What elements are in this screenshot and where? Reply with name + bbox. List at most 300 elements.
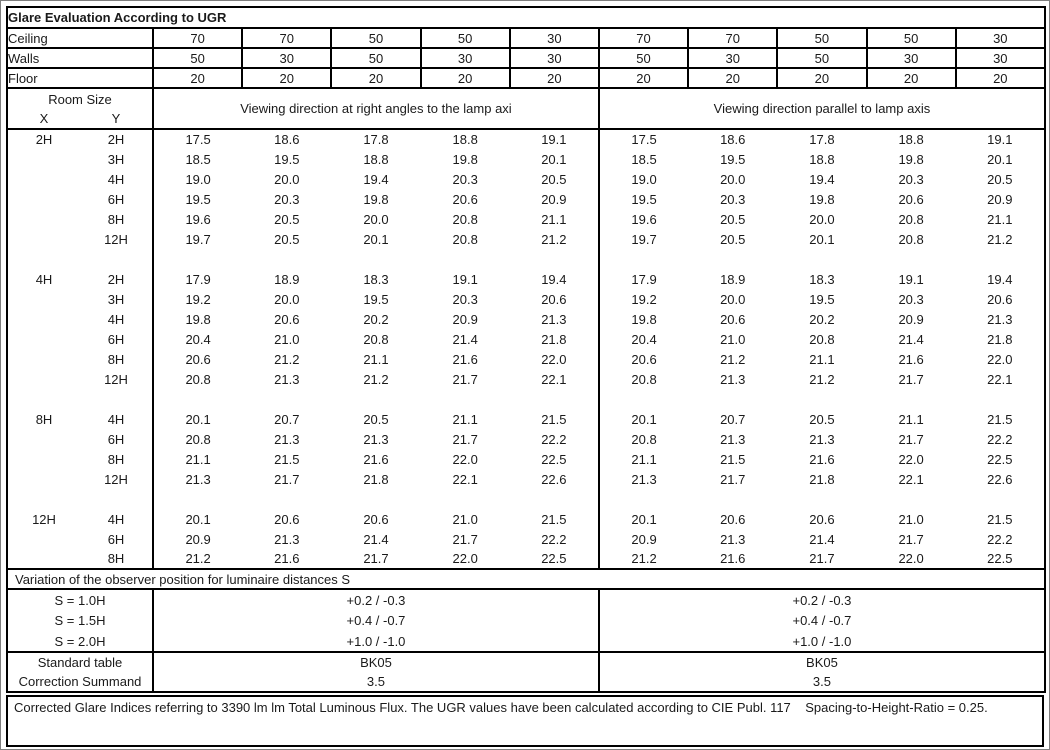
ugr-row <box>7 289 1045 309</box>
surface-value: 30 <box>421 48 510 68</box>
ugr-value: 20.1 <box>510 149 599 169</box>
footer-note: Corrected Glare Indices referring to 3390 lm lm Total Luminous Flux. The UGR values have been calculated according to CIE Publ. 117 Spacing-to-Height-Ratio = 0.25. <box>6 695 1044 747</box>
ugr-value: 20.8 <box>452 231 478 247</box>
ugr-value: 19.5 <box>363 291 389 307</box>
room-y-value: 8H <box>80 549 153 569</box>
spacer-row <box>7 489 1045 509</box>
ugr-value: 21.3 <box>631 471 657 487</box>
ugr-value: 20.0 <box>720 291 746 307</box>
ugr-row <box>7 549 1045 569</box>
empty-cell <box>153 489 242 509</box>
ugr-value: 21.5 <box>987 511 1013 527</box>
room-x-value: 2H <box>35 132 53 147</box>
ugr-value: 21.3 <box>809 431 835 447</box>
ugr-value: 18.8 <box>363 151 389 167</box>
surface-value: 20 <box>153 68 242 88</box>
summary-value-left: 3.5 <box>153 672 599 692</box>
variation-value-left: +1.0 / -1.0 <box>153 631 599 652</box>
ugr-value: 17.5 <box>185 132 211 147</box>
ugr-value: 20.8 <box>185 431 211 447</box>
ugr-value: 22.1 <box>898 471 924 487</box>
variation-row <box>7 610 1045 631</box>
empty-cell <box>80 249 153 269</box>
variation-value-right: +0.2 / -0.3 <box>792 592 852 608</box>
room-y-value: 4H <box>80 309 153 329</box>
ugr-value: 20.5 <box>274 211 300 227</box>
ugr-value: 21.8 <box>363 471 389 487</box>
room-x-value <box>7 369 80 389</box>
ugr-value: 21.6 <box>720 551 746 566</box>
ugr-value: 22.2 <box>510 429 599 449</box>
empty-cell <box>7 389 80 409</box>
ugr-value: 20.5 <box>274 231 300 247</box>
ugr-value: 19.4 <box>510 269 599 289</box>
ugr-value: 21.2 <box>274 351 300 367</box>
room-x-value: 8H <box>35 411 53 427</box>
empty-cell <box>599 489 688 509</box>
ugr-value: 20.4 <box>185 331 211 347</box>
room-size-label: Room Size <box>48 91 112 107</box>
room-x-value <box>7 429 80 449</box>
ugr-value: 17.9 <box>631 271 657 287</box>
ugr-value: 19.1 <box>898 271 924 287</box>
room-x-value: 4H <box>35 271 53 287</box>
ugr-value: 20.3 <box>452 171 478 187</box>
empty-cell <box>421 249 510 269</box>
room-y-value: 4H <box>80 169 153 189</box>
ugr-value: 18.3 <box>809 271 835 287</box>
ugr-value: 22.0 <box>452 551 478 566</box>
empty-cell <box>867 389 956 409</box>
variation-value-right: +0.4 / -0.7 <box>792 613 852 628</box>
ugr-value: 20.3 <box>452 291 478 307</box>
ugr-value: 20.0 <box>274 171 300 187</box>
surface-value: 30 <box>510 48 599 68</box>
ugr-value: 20.6 <box>720 511 746 527</box>
ugr-value: 20.1 <box>363 231 389 247</box>
ugr-value: 20.8 <box>631 431 657 447</box>
ugr-value: 21.3 <box>185 471 211 487</box>
ugr-value: 20.8 <box>898 231 924 247</box>
ugr-value: 19.1 <box>510 129 599 149</box>
room-y-value: 12H <box>80 229 153 249</box>
ugr-value: 19.8 <box>363 191 389 207</box>
empty-cell <box>242 489 331 509</box>
room-y-value: 8H <box>80 209 153 229</box>
surface-value: 70 <box>688 28 777 48</box>
variation-distance-label: S = 1.0H <box>7 589 153 610</box>
ugr-value: 21.6 <box>363 451 389 467</box>
room-y-value: 8H <box>80 349 153 369</box>
ugr-value: 20.6 <box>720 311 746 327</box>
ugr-value: 18.5 <box>185 151 211 167</box>
ugr-value: 20.6 <box>274 511 300 527</box>
ugr-value: 19.6 <box>185 211 211 227</box>
ugr-value: 21.8 <box>987 331 1013 347</box>
surface-value: 20 <box>599 68 688 88</box>
room-x-value: 12H <box>32 511 56 527</box>
summary-value-right: 3.5 <box>812 674 831 689</box>
ugr-value: 20.0 <box>809 211 835 227</box>
empty-cell <box>956 489 1045 509</box>
room-y-value: 4H <box>80 509 153 529</box>
ugr-value: 21.3 <box>987 311 1013 327</box>
ugr-table <box>6 6 1046 693</box>
ugr-value: 19.5 <box>274 151 300 167</box>
surface-value: 20 <box>867 68 956 88</box>
room-x-value <box>7 549 80 569</box>
ugr-value: 21.5 <box>274 451 300 467</box>
ugr-value: 20.6 <box>631 351 657 367</box>
ugr-row <box>7 529 1045 549</box>
room-y-value: 2H <box>80 129 153 149</box>
surface-label: Floor <box>7 68 153 88</box>
ugr-value: 20.8 <box>809 331 835 347</box>
ugr-value: 17.8 <box>809 132 835 147</box>
empty-cell <box>331 489 420 509</box>
spacer-row <box>7 249 1045 269</box>
ugr-row <box>7 189 1045 209</box>
ugr-value: 20.1 <box>185 511 211 527</box>
ugr-value: 20.4 <box>631 331 657 347</box>
ugr-row <box>7 509 1045 529</box>
surface-value: 20 <box>956 68 1045 88</box>
ugr-value: 21.5 <box>720 451 746 467</box>
ugr-value: 21.1 <box>363 351 389 367</box>
ugr-value: 21.3 <box>720 371 746 387</box>
viewing-direction-right-header: Viewing direction parallel to lamp axis <box>599 88 1045 129</box>
empty-cell <box>510 489 599 509</box>
empty-cell <box>80 389 153 409</box>
ugr-value: 19.2 <box>185 291 211 307</box>
ugr-value: 22.5 <box>510 449 599 469</box>
ugr-value: 20.8 <box>185 371 211 387</box>
summary-row-standard-table <box>7 652 1045 672</box>
surface-value: 50 <box>867 28 956 48</box>
ugr-value: 20.2 <box>363 311 389 327</box>
ugr-value: 21.3 <box>274 531 300 547</box>
ugr-value: 21.1 <box>809 351 835 367</box>
room-y-value: 12H <box>80 469 153 489</box>
ugr-value: 21.5 <box>987 411 1013 427</box>
ugr-value: 21.2 <box>363 371 389 387</box>
surface-value: 20 <box>510 68 599 88</box>
empty-cell <box>867 489 956 509</box>
surface-value: 50 <box>599 48 688 68</box>
room-y-value: 6H <box>80 529 153 549</box>
spacer-row <box>7 389 1045 409</box>
room-x-value <box>7 329 80 349</box>
ugr-value: 22.2 <box>510 529 599 549</box>
ugr-value: 19.7 <box>185 231 211 247</box>
ugr-value: 21.7 <box>452 371 478 387</box>
summary-label: Correction Summand <box>7 672 153 692</box>
ugr-value: 20.8 <box>631 371 657 387</box>
ugr-value: 20.5 <box>720 211 746 227</box>
variation-value-left: +0.2 / -0.3 <box>153 589 599 610</box>
ugr-value: 22.5 <box>987 451 1013 467</box>
ugr-value: 21.2 <box>631 551 657 566</box>
ugr-value: 20.3 <box>898 171 924 187</box>
ugr-value: 21.3 <box>510 309 599 329</box>
ugr-value: 21.7 <box>898 371 924 387</box>
summary-row-correction-summand <box>7 672 1045 692</box>
variation-values-section <box>7 589 1045 652</box>
room-x-value <box>7 189 80 209</box>
ugr-value: 21.3 <box>720 531 746 547</box>
surface-value: 20 <box>331 68 420 88</box>
ugr-value: 18.9 <box>720 271 746 287</box>
ugr-row <box>7 349 1045 369</box>
ugr-value: 21.2 <box>720 351 746 367</box>
ugr-value: 21.3 <box>274 371 300 387</box>
ugr-row <box>7 449 1045 469</box>
ugr-value: 20.9 <box>452 311 478 327</box>
variation-value-right: +1.0 / -1.0 <box>792 633 852 649</box>
ugr-value: 17.8 <box>363 132 389 147</box>
room-y-value: 4H <box>80 409 153 429</box>
ugr-value: 21.7 <box>898 531 924 547</box>
empty-cell <box>956 249 1045 269</box>
ugr-row <box>7 229 1045 249</box>
ugr-value: 19.6 <box>631 211 657 227</box>
ugr-row <box>7 209 1045 229</box>
ugr-value: 20.1 <box>185 411 211 427</box>
empty-cell <box>688 249 777 269</box>
surface-row-floor <box>7 68 1045 88</box>
empty-cell <box>153 389 242 409</box>
variation-title-section <box>7 569 1045 589</box>
surface-value: 30 <box>867 48 956 68</box>
ugr-value: 21.8 <box>809 471 835 487</box>
surface-value: 70 <box>242 28 331 48</box>
ugr-row <box>7 469 1045 489</box>
surface-value: 50 <box>421 28 510 48</box>
ugr-value: 21.2 <box>185 551 211 566</box>
ugr-value: 21.2 <box>809 371 835 387</box>
ugr-value: 20.5 <box>363 411 389 427</box>
ugr-value: 18.8 <box>452 132 478 147</box>
ugr-value: 22.0 <box>452 451 478 467</box>
ugr-value: 21.1 <box>452 411 478 427</box>
ugr-value: 22.5 <box>510 549 599 569</box>
empty-cell <box>242 249 331 269</box>
ugr-value: 22.0 <box>987 351 1013 367</box>
ugr-value: 21.3 <box>274 431 300 447</box>
ugr-value: 19.7 <box>631 231 657 247</box>
empty-cell <box>242 389 331 409</box>
ugr-value: 20.1 <box>631 411 657 427</box>
ugr-value: 22.2 <box>987 431 1013 447</box>
ugr-value: 20.8 <box>898 211 924 227</box>
ugr-value: 19.5 <box>185 191 211 207</box>
variation-title: Variation of the observer position for luminaire distances S <box>7 569 1045 589</box>
variation-distance-label: S = 2.0H <box>7 631 153 652</box>
empty-cell <box>331 389 420 409</box>
room-x-value <box>7 209 80 229</box>
surface-value: 50 <box>777 28 866 48</box>
ugr-value: 22.6 <box>987 471 1013 487</box>
column-header-row <box>7 88 1045 129</box>
ugr-value: 19.4 <box>809 171 835 187</box>
ugr-value: 20.6 <box>363 511 389 527</box>
ugr-value: 22.0 <box>898 451 924 467</box>
variation-value-left: +0.4 / -0.7 <box>153 610 599 631</box>
variation-row <box>7 589 1045 610</box>
ugr-value: 18.8 <box>809 151 835 167</box>
room-x-value <box>7 149 80 169</box>
ugr-value: 21.4 <box>452 331 478 347</box>
empty-cell <box>331 249 420 269</box>
ugr-value: 20.9 <box>510 189 599 209</box>
ugr-value: 18.6 <box>720 132 746 147</box>
ugr-value: 18.5 <box>631 151 657 167</box>
summary-label: Standard table <box>7 652 153 672</box>
ugr-value: 21.7 <box>809 551 835 566</box>
ugr-value: 20.1 <box>809 231 835 247</box>
ugr-value: 22.0 <box>510 349 599 369</box>
surface-value: 50 <box>153 48 242 68</box>
empty-cell <box>80 489 153 509</box>
surface-reflectance-section <box>7 28 1045 88</box>
ugr-value: 19.8 <box>809 191 835 207</box>
ugr-value: 21.1 <box>631 451 657 467</box>
ugr-value: 19.8 <box>452 151 478 167</box>
empty-cell <box>777 389 866 409</box>
empty-cell <box>867 249 956 269</box>
empty-cell <box>7 489 80 509</box>
room-y-value: 8H <box>80 449 153 469</box>
y-column-label: Y <box>111 111 121 126</box>
ugr-row <box>7 369 1045 389</box>
ugr-value: 20.3 <box>274 191 300 207</box>
ugr-value: 22.1 <box>987 371 1013 387</box>
room-y-value: 6H <box>80 329 153 349</box>
x-column-label: X <box>39 111 49 126</box>
ugr-value: 18.6 <box>274 132 300 147</box>
ugr-value: 21.0 <box>898 511 924 527</box>
ugr-row <box>7 329 1045 349</box>
ugr-value: 22.2 <box>987 531 1013 547</box>
ugr-value: 19.4 <box>363 171 389 187</box>
empty-cell <box>421 389 510 409</box>
surface-row-walls <box>7 48 1045 68</box>
room-size-header-cell <box>7 88 153 129</box>
empty-cell <box>7 249 80 269</box>
ugr-value: 20.5 <box>987 171 1013 187</box>
ugr-value: 22.6 <box>510 469 599 489</box>
surface-value: 20 <box>777 68 866 88</box>
ugr-value: 20.6 <box>898 191 924 207</box>
ugr-value: 20.8 <box>363 331 389 347</box>
room-y-value: 12H <box>80 369 153 389</box>
empty-cell <box>153 249 242 269</box>
ugr-value: 20.1 <box>987 151 1013 167</box>
summary-section <box>7 652 1045 692</box>
ugr-value: 21.4 <box>809 531 835 547</box>
ugr-value: 19.8 <box>898 151 924 167</box>
ugr-value: 21.6 <box>898 351 924 367</box>
viewing-direction-left-header: Viewing direction at right angles to the lamp axi <box>153 88 599 129</box>
surface-label: Ceiling <box>7 28 153 48</box>
ugr-value: 21.0 <box>452 511 478 527</box>
summary-value-right: BK05 <box>599 652 1045 672</box>
ugr-value: 20.7 <box>274 411 300 427</box>
ugr-value: 19.8 <box>631 311 657 327</box>
ugr-value: 20.5 <box>809 411 835 427</box>
ugr-value: 20.6 <box>274 311 300 327</box>
ugr-value: 21.5 <box>510 509 599 529</box>
ugr-value: 21.7 <box>363 551 389 566</box>
ugr-value: 21.1 <box>898 411 924 427</box>
ugr-value: 22.5 <box>987 551 1013 566</box>
summary-value-left: BK05 <box>153 652 599 672</box>
ugr-value: 20.0 <box>274 291 300 307</box>
room-size-xy-labels <box>8 109 152 128</box>
surface-value: 30 <box>242 48 331 68</box>
ugr-value: 19.5 <box>631 191 657 207</box>
ugr-value: 21.3 <box>720 431 746 447</box>
surface-value: 30 <box>688 48 777 68</box>
ugr-value: 19.5 <box>720 151 746 167</box>
ugr-value: 21.6 <box>452 351 478 367</box>
ugr-value: 18.3 <box>363 271 389 287</box>
variation-distance-label: S = 1.5H <box>7 610 153 631</box>
ugr-value: 20.6 <box>510 289 599 309</box>
room-y-value: 6H <box>80 189 153 209</box>
room-x-value <box>7 469 80 489</box>
column-header-section <box>7 88 1045 129</box>
ugr-value: 20.9 <box>185 531 211 547</box>
ugr-value: 19.2 <box>631 291 657 307</box>
ugr-value: 20.9 <box>631 531 657 547</box>
ugr-value: 21.7 <box>452 431 478 447</box>
ugr-value: 19.0 <box>185 171 211 187</box>
empty-cell <box>688 489 777 509</box>
ugr-value: 22.0 <box>898 551 924 566</box>
ugr-value: 21.1 <box>185 451 211 467</box>
variation-row <box>7 631 1045 652</box>
ugr-value: 20.0 <box>363 211 389 227</box>
empty-cell <box>599 389 688 409</box>
room-x-value <box>7 449 80 469</box>
ugr-value: 20.0 <box>720 171 746 187</box>
ugr-value: 19.4 <box>987 271 1013 287</box>
empty-cell <box>777 489 866 509</box>
empty-cell <box>688 389 777 409</box>
ugr-value: 20.8 <box>452 211 478 227</box>
ugr-value: 20.6 <box>809 511 835 527</box>
ugr-value: 20.7 <box>720 411 746 427</box>
ugr-value: 18.9 <box>274 271 300 287</box>
ugr-value: 21.7 <box>898 431 924 447</box>
surface-value: 50 <box>331 48 420 68</box>
ugr-value: 22.1 <box>510 369 599 389</box>
ugr-value: 17.9 <box>185 271 211 287</box>
surface-value: 20 <box>688 68 777 88</box>
ugr-value: 21.1 <box>510 209 599 229</box>
ugr-value: 21.7 <box>452 531 478 547</box>
ugr-value: 19.1 <box>987 132 1013 147</box>
ugr-value: 22.1 <box>452 471 478 487</box>
ugr-value: 20.3 <box>898 291 924 307</box>
empty-cell <box>510 249 599 269</box>
ugr-row <box>7 129 1045 149</box>
variation-title-row <box>7 569 1045 589</box>
ugr-value: 20.1 <box>631 511 657 527</box>
ugr-value: 20.9 <box>987 191 1013 207</box>
empty-cell <box>956 389 1045 409</box>
